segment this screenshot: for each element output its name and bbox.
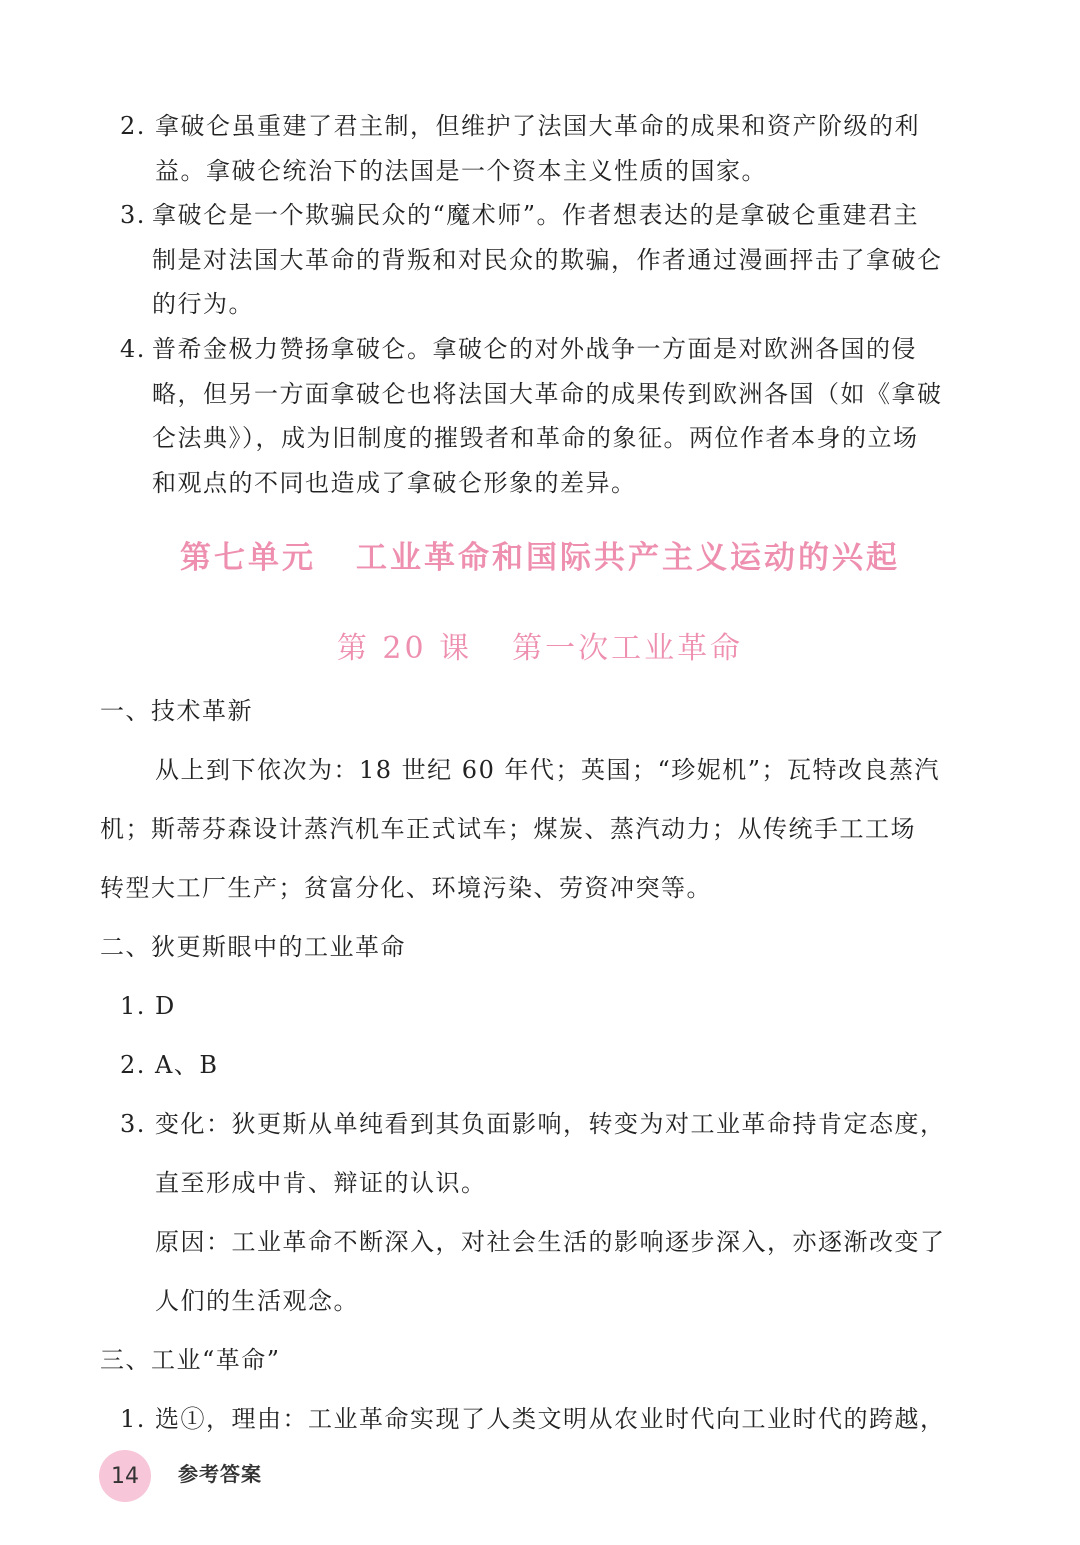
section-2-item-3-line-3: 原因：工业革命不断深入，对社会生活的影响逐步深入，亦逐渐改变了 [155, 1228, 946, 1256]
section-1-line-2: 机；斯蒂芬森设计蒸汽机车正式试车；煤炭、蒸汽动力；从传统手工工场 [100, 815, 916, 843]
answer-3-line-3: 的行为。 [152, 290, 254, 318]
answer-3-line-2: 制是对法国大革命的背叛和对民众的欺骗，作者通过漫画抨击了拿破仑 [152, 246, 943, 274]
section-3-heading: 三、工业“革命” [100, 1346, 281, 1374]
lesson-title-text: 第一次工业革命 [512, 631, 744, 666]
answer-4-line-2: 略，但另一方面拿破仑也将法国大革命的成果传到欧洲各国（如《拿破 [152, 380, 943, 408]
answer-4-line-1: 普希金极力赞扬拿破仑。拿破仑的对外战争一方面是对欧洲各国的侵 [152, 335, 917, 363]
section-2-item-3-line-4: 人们的生活观念。 [155, 1287, 359, 1315]
section-2-item-2-text: A、B [155, 1051, 219, 1079]
unit-title [0, 536, 1080, 580]
page-number-badge [99, 1450, 151, 1502]
section-1-line-3: 转型大工厂生产；贫富分化、环境污染、劳资冲突等。 [100, 874, 712, 902]
answer-3-number: 3. [120, 201, 146, 229]
footer-label: 参考答案 [178, 1462, 262, 1486]
section-2-item-1-number: 1. [120, 992, 146, 1020]
section-1-heading: 一、技术革新 [100, 697, 253, 725]
section-2-item-3-number: 3. [120, 1110, 146, 1138]
section-2-heading: 二、狄更斯眼中的工业革命 [100, 933, 406, 961]
answer-4-line-4: 和观点的不同也造成了拿破仑形象的差异。 [152, 469, 637, 497]
answer-4-number: 4. [120, 335, 146, 363]
unit-title-label: 第七单元 [180, 540, 316, 576]
lesson-title [0, 628, 1080, 670]
unit-title-text: 工业革命和国际共产主义运动的兴起 [356, 540, 900, 576]
lesson-title-label: 第 20 课 [336, 631, 473, 666]
section-1-line-1: 从上到下依次为：18 世纪 60 年代；英国；“珍妮机”；瓦特改良蒸汽 [155, 756, 941, 784]
section-3-item-1-text: 选①，理由：工业革命实现了人类文明从农业时代向工业时代的跨越， [155, 1405, 946, 1433]
answer-4-line-3: 仑法典》），成为旧制度的摧毁者和革命的象征。两位作者本身的立场 [152, 424, 919, 452]
section-3-item-1-number: 1. [120, 1405, 146, 1433]
section-2-item-3-line-2: 直至形成中肯、辩证的认识。 [155, 1169, 487, 1197]
section-2-item-3-line-1: 变化：狄更斯从单纯看到其负面影响，转变为对工业革命持肯定态度， [155, 1110, 946, 1138]
answer-2-line-1: 拿破仑虽重建了君主制，但维护了法国大革命的成果和资产阶级的利 [155, 112, 920, 140]
section-2-item-2-number: 2. [120, 1051, 146, 1079]
section-2-item-1-text: D [155, 992, 176, 1020]
answer-2-number: 2. [120, 112, 146, 140]
page-number: 14 [111, 1463, 139, 1489]
answer-3-line-1: 拿破仑是一个欺骗民众的“魔术师”。作者想表达的是拿破仑重建君主 [152, 201, 920, 229]
answer-2-line-2: 益。拿破仑统治下的法国是一个资本主义性质的国家。 [155, 157, 767, 185]
